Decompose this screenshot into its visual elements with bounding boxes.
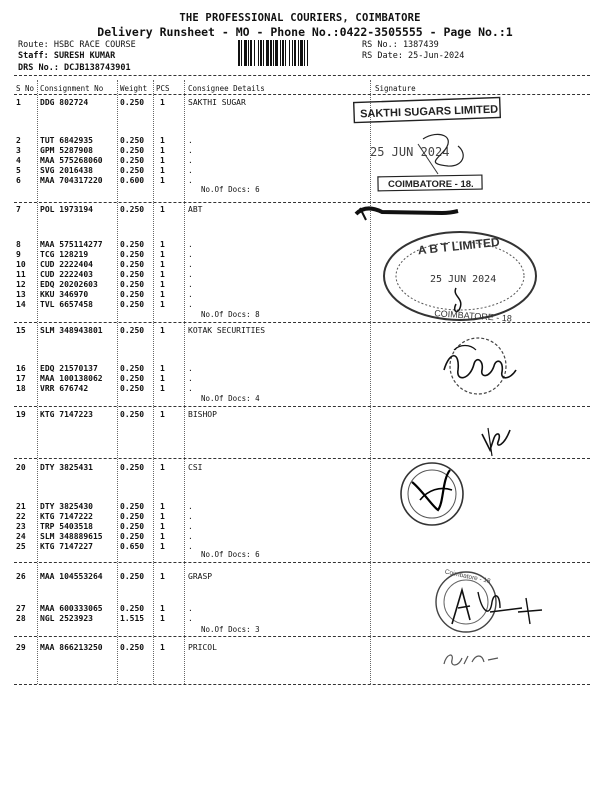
row-pcs: 1 bbox=[160, 463, 165, 472]
column-rule bbox=[153, 80, 154, 684]
row-sno: 15 bbox=[16, 326, 26, 335]
row-weight: 0.250 bbox=[120, 502, 145, 511]
row-sno: 8 bbox=[16, 240, 21, 249]
row-sno: 26 bbox=[16, 572, 26, 581]
row-consignment: MAA 704317220 bbox=[40, 176, 103, 185]
row-pcs: 1 bbox=[160, 614, 165, 623]
row-weight: 0.250 bbox=[120, 280, 145, 289]
row-consignee: SAKTHI SUGAR bbox=[188, 98, 246, 107]
row-consignee: . bbox=[188, 290, 193, 299]
row-sno: 6 bbox=[16, 176, 21, 185]
row-weight: 0.250 bbox=[120, 270, 145, 279]
rs-date: RS Date: 25-Jun-2024 bbox=[362, 51, 465, 61]
bishop-signature bbox=[476, 424, 516, 460]
row-weight: 0.250 bbox=[120, 463, 145, 472]
row-weight: 0.250 bbox=[120, 512, 145, 521]
company-title: THE PROFESSIONAL COURIERS, COIMBATORE bbox=[179, 12, 421, 24]
svg-text:SAKTHI SUGARS LIMITED: SAKTHI SUGARS LIMITED bbox=[359, 103, 499, 121]
row-consignment: EDQ 21570137 bbox=[40, 364, 98, 373]
row-consignment: TCG 128219 bbox=[40, 250, 89, 259]
header-divider bbox=[14, 75, 590, 76]
row-weight: 0.250 bbox=[120, 572, 145, 581]
row-weight: 0.250 bbox=[120, 604, 145, 613]
row-weight: 0.250 bbox=[120, 166, 145, 175]
row-sno: 20 bbox=[16, 463, 26, 472]
column-rule bbox=[37, 80, 38, 684]
row-pcs: 1 bbox=[160, 364, 165, 373]
row-consignee: . bbox=[188, 270, 193, 279]
svg-text:Coimbatore - 18: Coimbatore - 18 bbox=[444, 568, 492, 586]
row-weight: 0.600 bbox=[120, 176, 145, 185]
row-sno: 9 bbox=[16, 250, 21, 259]
row-consignment: SLM 348943801 bbox=[40, 326, 103, 335]
row-sno: 2 bbox=[16, 136, 21, 145]
staff-label: Staff: SURESH KUMAR bbox=[18, 51, 116, 61]
svg-text:A B T LIMITED: A B T LIMITED bbox=[417, 234, 501, 258]
row-pcs: 1 bbox=[160, 146, 165, 155]
row-pcs: 1 bbox=[160, 326, 165, 335]
row-weight: 0.250 bbox=[120, 643, 145, 652]
group-divider bbox=[14, 406, 590, 407]
row-consignee: . bbox=[188, 542, 193, 551]
row-consignment: DDG 802724 bbox=[40, 98, 89, 107]
col-sno: S No bbox=[16, 84, 35, 93]
row-weight: 0.250 bbox=[120, 532, 145, 541]
col-pcs: PCS bbox=[156, 84, 170, 93]
row-consignment: CUD 2222404 bbox=[40, 260, 93, 269]
row-pcs: 1 bbox=[160, 300, 165, 309]
row-weight: 0.650 bbox=[120, 542, 145, 551]
rs-number: RS No.: 1387439 bbox=[362, 40, 439, 50]
row-sno: 28 bbox=[16, 614, 26, 623]
row-consignment: MAA 575268060 bbox=[40, 156, 103, 165]
row-consignee: KOTAK SECURITIES bbox=[188, 326, 266, 335]
row-weight: 0.250 bbox=[120, 250, 145, 259]
row-weight: 0.250 bbox=[120, 240, 145, 249]
row-consignee: . bbox=[188, 176, 193, 185]
route-label: Route: HSBC RACE COURSE bbox=[18, 40, 136, 50]
row-weight: 0.250 bbox=[120, 156, 145, 165]
barcode bbox=[238, 40, 354, 66]
row-consignee: . bbox=[188, 502, 193, 511]
row-consignment: KTG 7147227 bbox=[40, 542, 93, 551]
row-weight: 0.250 bbox=[120, 300, 145, 309]
row-weight: 0.250 bbox=[120, 98, 145, 107]
row-consignee: . bbox=[188, 300, 193, 309]
row-pcs: 1 bbox=[160, 512, 165, 521]
row-pcs: 1 bbox=[160, 205, 165, 214]
kotak-signature bbox=[430, 330, 525, 400]
svg-text:25 JUN 2024: 25 JUN 2024 bbox=[370, 145, 450, 159]
row-consignee: . bbox=[188, 250, 193, 259]
row-consignment: GPM 5287908 bbox=[40, 146, 93, 155]
row-consignment: TUT 6842935 bbox=[40, 136, 93, 145]
row-sno: 7 bbox=[16, 205, 21, 214]
row-sno: 25 bbox=[16, 542, 26, 551]
row-pcs: 1 bbox=[160, 280, 165, 289]
row-consignee: BISHOP bbox=[188, 410, 217, 419]
row-consignment: KKU 346970 bbox=[40, 290, 89, 299]
row-weight: 0.250 bbox=[120, 205, 145, 214]
row-sno: 29 bbox=[16, 643, 26, 652]
col-signature: Signature bbox=[375, 84, 416, 93]
row-sno: 16 bbox=[16, 364, 26, 373]
row-sno: 3 bbox=[16, 146, 21, 155]
row-weight: 0.250 bbox=[120, 136, 145, 145]
row-pcs: 1 bbox=[160, 643, 165, 652]
row-pcs: 1 bbox=[160, 136, 165, 145]
pricol-signature bbox=[438, 644, 508, 674]
row-pcs: 1 bbox=[160, 542, 165, 551]
row-consignee: . bbox=[188, 614, 193, 623]
group-divider bbox=[14, 202, 590, 203]
row-consignee: . bbox=[188, 604, 193, 613]
row-pcs: 1 bbox=[160, 290, 165, 299]
runsheet-subtitle: Delivery Runsheet - MO - Phone No.:0422-3505555 - Page No.:1 bbox=[97, 25, 513, 39]
row-pcs: 1 bbox=[160, 522, 165, 531]
row-consignee: CSI bbox=[188, 463, 203, 472]
row-consignee: . bbox=[188, 384, 193, 393]
row-sno: 14 bbox=[16, 300, 26, 309]
row-weight: 0.250 bbox=[120, 364, 145, 373]
doc-count: No.Of Docs: 6 bbox=[201, 550, 260, 559]
row-consignment: MAA 575114277 bbox=[40, 240, 103, 249]
group-divider bbox=[14, 684, 590, 685]
row-weight: 0.250 bbox=[120, 146, 145, 155]
row-consignee: PRICOL bbox=[188, 643, 217, 652]
row-weight: 0.250 bbox=[120, 410, 145, 419]
row-consignee: . bbox=[188, 532, 193, 541]
row-pcs: 1 bbox=[160, 98, 165, 107]
row-consignee: . bbox=[188, 136, 193, 145]
row-sno: 18 bbox=[16, 384, 26, 393]
row-consignee: . bbox=[188, 260, 193, 269]
row-pcs: 1 bbox=[160, 374, 165, 383]
row-sno: 17 bbox=[16, 374, 26, 383]
row-consignee: ABT bbox=[188, 205, 203, 214]
row-pcs: 1 bbox=[160, 156, 165, 165]
row-weight: 0.250 bbox=[120, 290, 145, 299]
row-sno: 24 bbox=[16, 532, 26, 541]
row-weight: 1.515 bbox=[120, 614, 145, 623]
row-sno: 11 bbox=[16, 270, 26, 279]
row-consignment: TRP 5403518 bbox=[40, 522, 93, 531]
column-rule bbox=[117, 80, 118, 684]
row-sno: 4 bbox=[16, 156, 21, 165]
row-consignment: TVL 6657458 bbox=[40, 300, 93, 309]
row-consignee: . bbox=[188, 166, 193, 175]
row-consignee: . bbox=[188, 280, 193, 289]
row-consignment: POL 1973194 bbox=[40, 205, 93, 214]
row-consignment: KTG 7147222 bbox=[40, 512, 93, 521]
doc-count: No.Of Docs: 6 bbox=[201, 185, 260, 194]
row-consignment: MAA 866213250 bbox=[40, 643, 103, 652]
row-consignment: KTG 7147223 bbox=[40, 410, 93, 419]
row-pcs: 1 bbox=[160, 166, 165, 175]
row-sno: 10 bbox=[16, 260, 26, 269]
row-consignment: SVG 2016438 bbox=[40, 166, 93, 175]
row-pcs: 1 bbox=[160, 572, 165, 581]
doc-count: No.Of Docs: 4 bbox=[201, 394, 260, 403]
row-consignment: MAA 104553264 bbox=[40, 572, 103, 581]
row-consignment: NGL 2523923 bbox=[40, 614, 93, 623]
column-rule bbox=[184, 80, 185, 684]
row-weight: 0.250 bbox=[120, 374, 145, 383]
svg-text:25 JUN 2024: 25 JUN 2024 bbox=[430, 274, 497, 285]
grasp-stamp bbox=[430, 568, 578, 638]
doc-count: No.Of Docs: 3 bbox=[201, 625, 260, 634]
row-consignee: . bbox=[188, 240, 193, 249]
doc-count: No.Of Docs: 8 bbox=[201, 310, 260, 319]
row-sno: 1 bbox=[16, 98, 21, 107]
svg-text:COIMBATORE - 18: COIMBATORE - 18 bbox=[433, 308, 513, 324]
group-divider bbox=[14, 562, 590, 563]
sakthi-sugars-stamp bbox=[348, 94, 508, 196]
row-consignee: . bbox=[188, 146, 193, 155]
drs-number: DRS No.: DCJB138743901 bbox=[18, 63, 131, 73]
row-sno: 5 bbox=[16, 166, 21, 175]
col-weight: Weight bbox=[120, 84, 148, 93]
row-sno: 27 bbox=[16, 604, 26, 613]
row-consignment: VRR 676742 bbox=[40, 384, 89, 393]
col-consignee: Consignee Details bbox=[188, 84, 265, 93]
row-pcs: 1 bbox=[160, 502, 165, 511]
row-weight: 0.250 bbox=[120, 260, 145, 269]
row-weight: 0.250 bbox=[120, 384, 145, 393]
signature-scribble bbox=[352, 200, 462, 222]
row-pcs: 1 bbox=[160, 176, 165, 185]
row-pcs: 1 bbox=[160, 384, 165, 393]
row-pcs: 1 bbox=[160, 270, 165, 279]
row-sno: 23 bbox=[16, 522, 26, 531]
row-pcs: 1 bbox=[160, 532, 165, 541]
row-pcs: 1 bbox=[160, 604, 165, 613]
row-sno: 13 bbox=[16, 290, 26, 299]
csi-stamp bbox=[392, 460, 472, 530]
row-pcs: 1 bbox=[160, 240, 165, 249]
row-consignment: EDQ 20202603 bbox=[40, 280, 98, 289]
row-consignee: . bbox=[188, 522, 193, 531]
row-consignment: SLM 348889615 bbox=[40, 532, 103, 541]
row-consignment: CUD 2222403 bbox=[40, 270, 93, 279]
row-consignee: GRASP bbox=[188, 572, 213, 581]
row-sno: 21 bbox=[16, 502, 26, 511]
row-sno: 19 bbox=[16, 410, 26, 419]
row-pcs: 1 bbox=[160, 250, 165, 259]
row-consignee: . bbox=[188, 156, 193, 165]
row-pcs: 1 bbox=[160, 260, 165, 269]
row-consignment: DTY 3825430 bbox=[40, 502, 93, 511]
row-consignment: DTY 3825431 bbox=[40, 463, 93, 472]
row-consignee: . bbox=[188, 512, 193, 521]
svg-text:COIMBATORE - 18.: COIMBATORE - 18. bbox=[388, 179, 474, 190]
row-consignee: . bbox=[188, 374, 193, 383]
row-consignment: MAA 600333065 bbox=[40, 604, 103, 613]
row-weight: 0.250 bbox=[120, 522, 145, 531]
row-weight: 0.250 bbox=[120, 326, 145, 335]
row-consignment: MAA 100138062 bbox=[40, 374, 103, 383]
row-sno: 22 bbox=[16, 512, 26, 521]
row-sno: 12 bbox=[16, 280, 26, 289]
row-consignee: . bbox=[188, 364, 193, 373]
col-consignment: Consignment No bbox=[40, 84, 104, 93]
row-pcs: 1 bbox=[160, 410, 165, 419]
abt-stamp bbox=[378, 226, 540, 326]
